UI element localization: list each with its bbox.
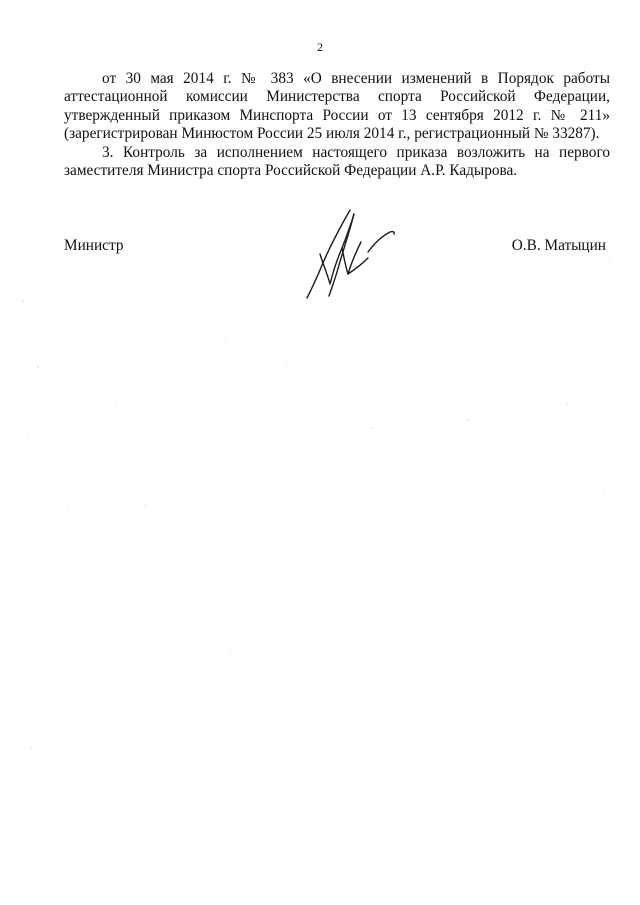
paragraph-control-clause: 3. Контроль за исполнением настоящего приказа возложить на первого заместителя Министра спорта Российской Федерации А.Р. Кадырова. (64, 143, 610, 180)
signer-name: О.В. Матыцин (511, 237, 606, 254)
document-body (64, 70, 610, 180)
paragraph-continuation: от 30 мая 2014 г. № 383 «О внесении изменений в Порядок работы аттестационной комиссии Министерства спорта Российской Федерации, утвержденный приказом Минспорта России от 13 сентября 2012 г. № 211» (зарегистрирован Минюстом России 25 июля 2014 г., регистрационный № 33287). (64, 70, 610, 143)
signer-title: Министр (64, 237, 124, 254)
handwritten-signature (298, 206, 402, 302)
page-number: 2 (317, 40, 323, 54)
